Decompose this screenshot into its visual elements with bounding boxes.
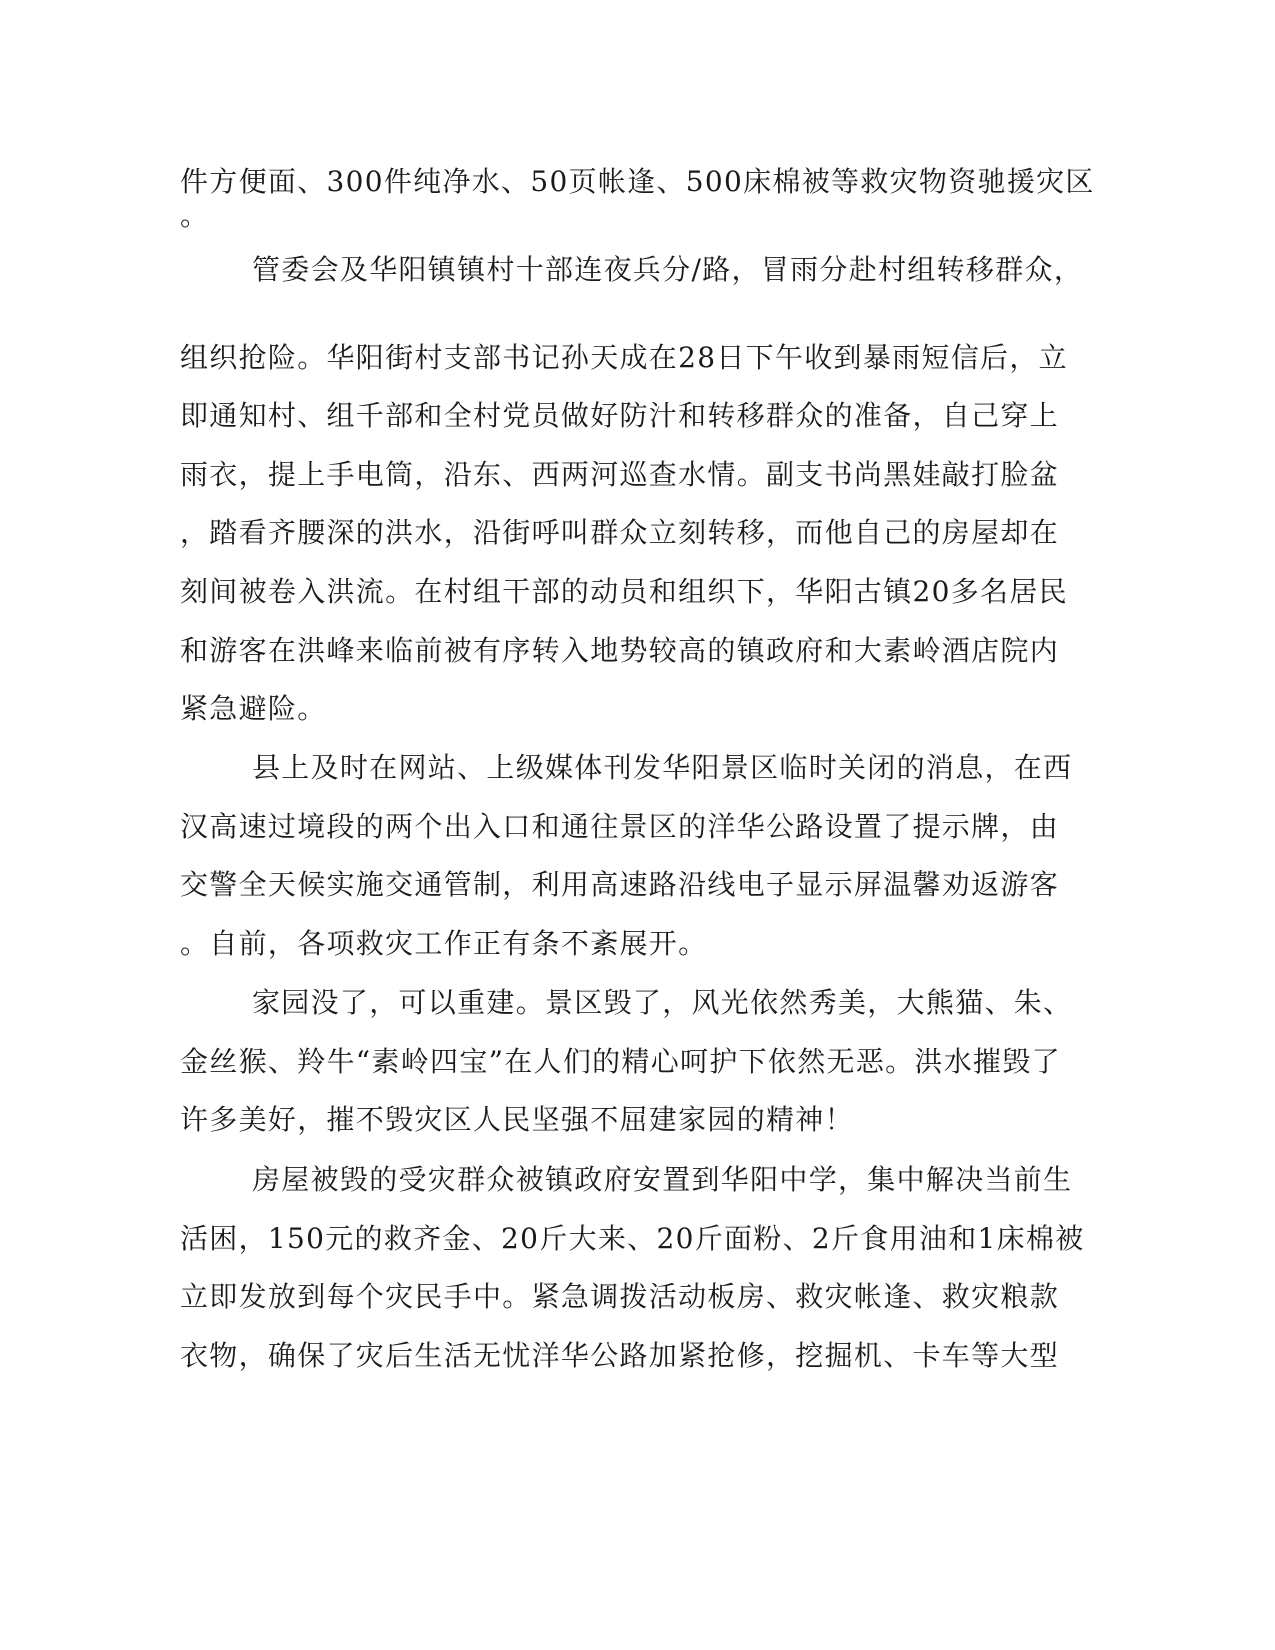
- text-line: 。自前，各项救灾工作正有条不紊展开。: [180, 927, 708, 960]
- text-line: 件方便面、300件纯净水、50页帐逢、500床棉被等救灾物资驰援灾区: [180, 165, 1095, 198]
- text-line: 衣物，确保了灾后生活无忧洋华公路加紧抢修，挖掘机、卡车等大型: [180, 1339, 1060, 1372]
- text-line: 活困，150元的救齐金、20斤大来、20斤面粉、2斤食用油和1床棉被: [180, 1222, 1085, 1255]
- text-line: 。: [180, 199, 210, 232]
- paragraph-start-line: 管委会及华阳镇镇村十部连夜兵分/路，冒雨分赴村组转移群众，: [252, 253, 1084, 286]
- paragraph-start-line: 县上及时在网站、上级媒体刊发华阳景区临时关闭的消息，在西: [252, 751, 1073, 784]
- paragraph-start-line: 家园没了，可以重建。景区毁了，风光依然秀美，大熊猫、朱、: [252, 986, 1073, 1019]
- text-line: ，踏看齐腰深的洪水，沿街呼叫群众立刻转移，而他自己的房屋却在: [180, 516, 1060, 549]
- text-line: 即通知村、组千部和全村党员做好防汁和转移群众的准备，自己穿上: [180, 399, 1060, 432]
- text-line: 许多美好，摧不毁灾区人民坚强不屈建家园的精神！: [180, 1103, 854, 1136]
- paragraph-start-line: 房屋被毁的受灾群众被镇政府安置到华阳中学，集中解决当前生: [252, 1163, 1073, 1196]
- text-line: 紧急避险。: [180, 692, 327, 725]
- text-line: 汉高速过境段的两个出入口和通往景区的洋华公路设置了提示牌，由: [180, 810, 1060, 843]
- text-line: 和游客在洪峰来临前被有序转入地势较高的镇政府和大素岭酒店院内: [180, 634, 1060, 667]
- text-line: 组织抢险。华阳街村支部书记孙天成在28日下午收到暴雨短信后，立: [180, 341, 1068, 374]
- text-line: 刻间被卷入洪流。在村组干部的动员和组织下，华阳古镇20多名居民: [180, 575, 1068, 608]
- text-line: 立即发放到每个灾民手中。紧急调拨活动板房、救灾帐逢、救灾粮款: [180, 1280, 1060, 1313]
- text-line: 交警全天候实施交通管制，利用高速路沿线电子显示屏温馨劝返游客: [180, 868, 1060, 901]
- text-line: 金丝猴、羚牛“素岭四宝”在人们的精心呵护下依然无恶。洪水摧毁了: [180, 1045, 1061, 1078]
- text-line: 雨衣，提上手电筒，沿东、西两河巡查水情。副支书尚黑娃敲打脸盆: [180, 458, 1060, 491]
